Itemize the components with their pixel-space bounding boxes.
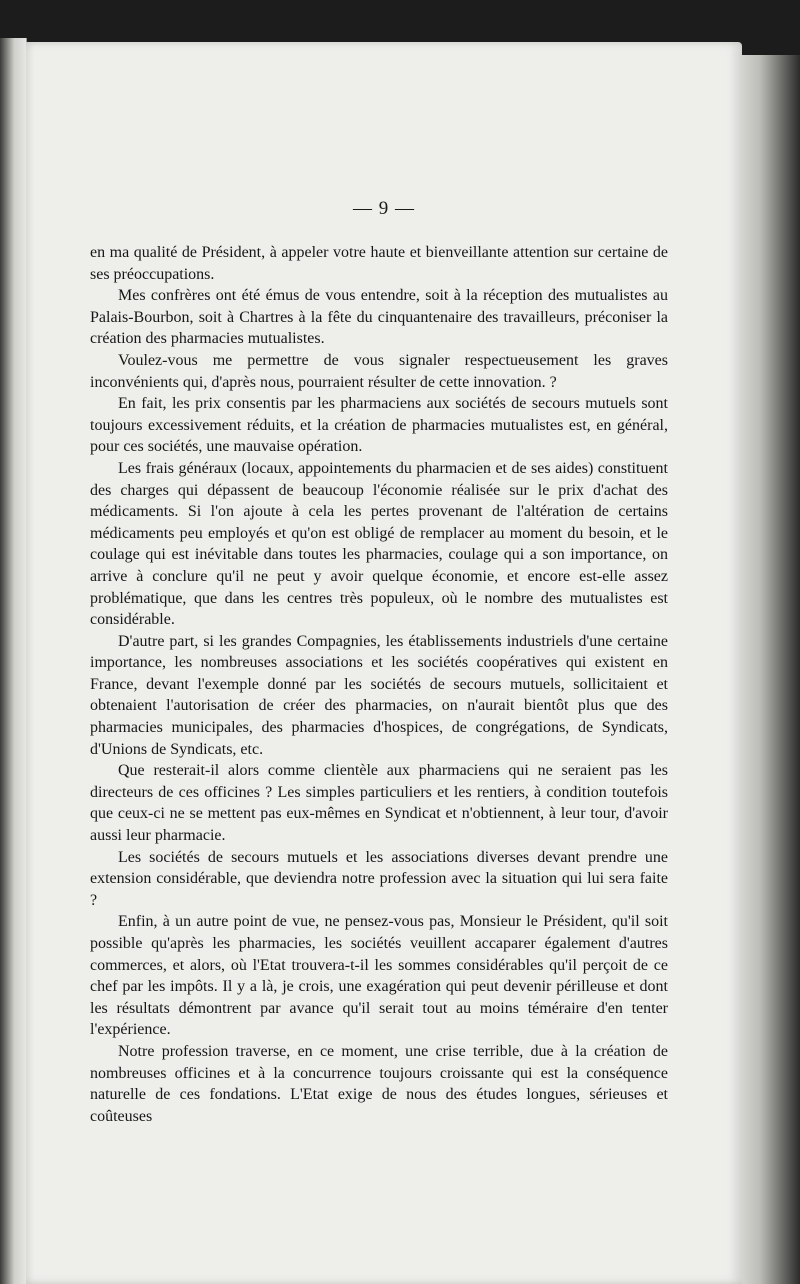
page-number: — 9 — (353, 198, 415, 219)
paragraph: Voulez-vous me permettre de vous signaler respectueusement les graves inconvénients qui, d'après nous, pourraient résulter de cette innovation. ? (90, 351, 668, 391)
page-body-text (90, 242, 668, 1127)
paragraph: Notre profession traverse, en ce moment, une crise terrible, due à la création de nombreuses officines et à la concurrence toujours croissante qui est la conséquence naturelle de ces fondations. L'Etat exige de nous des études longues, sérieuses et coûteuses (90, 1042, 668, 1125)
paragraph: Que resterait-il alors comme clientèle aux pharmaciens qui ne seraient pas les directeurs de ces officines ? Les simples particuliers et les rentiers, à condition toutefois que ceux-ci ne se mettent pas eux-mêmes en Syndicat et n'obtiennent, à leur tour, d'avoir aussi leur pharmacie. (90, 762, 668, 845)
paragraph: en ma qualité de Président, à appeler votre haute et bienveillante attention sur certaine de ses préoccupations. (90, 244, 668, 283)
paragraph: En fait, les prix consentis par les pharmaciens aux sociétés de secours mutuels sont toujours excessivement réduits, et la création de pharmacies mutualistes est, en général, pour ces sociétés, une mauvaise opération. (90, 395, 668, 456)
paragraph: Les frais généraux (locaux, appointements du pharmacien et de ses aides) constituent des charges qui dépassent de beaucoup l'économie réalisée sur le prix d'achat des médicaments. Si l'on ajoute à cela les pertes provenant de l'altération de certains médicaments peu employés et qu'on est obligé de remplacer au moment du besoin, et le coulage qui est inévitable dans toutes les pharmacies, coulage qui a son importance, on arrive à conclure qu'il ne peut y avoir quelque économie, et encore est-elle assez problématique, que dans les centres très populeux, où le nombre des mutualistes est considérable. (90, 459, 668, 629)
left-page-edge (0, 38, 27, 1284)
right-page-edge (738, 55, 800, 1284)
paragraph: Enfin, à un autre point de vue, ne pensez-vous pas, Monsieur le Président, qu'il soit possible qu'après les pharmacies, les sociétés veuillent accaparer également d'autres commerces, et alors, où l'Etat trouvera-t-il les sommes considérables qu'il perçoit de ce chef par les impôts. Il y a là, je crois, une exagération qui peut devenir périlleuse et dont les résultats démontrent par avance qu'il serait tout au moins téméraire d'en tenter l'expérience. (90, 913, 668, 1039)
paragraph: D'autre part, si les grandes Compagnies, les établissements industriels d'une certaine importance, les nombreuses associations et les sociétés coopératives qui existent en France, devant l'exemple donné par les sociétés de secours mutuels, sollicitaient et obtenaient l'autorisation de créer des pharmacies, on n'aurait bientôt plus que des pharmacies municipales, des pharmacies d'hospices, de congrégations, de Syndicats, d'Unions de Syndicats, etc. (90, 632, 668, 758)
paragraph: Mes confrères ont été émus de vous entendre, soit à la réception des mutualistes au Palais-Bourbon, soit à Chartres à la fête du cinquantenaire des travailleurs, préconiser la création des pharmacies mutualistes. (90, 287, 668, 348)
paragraph: Les sociétés de secours mutuels et les associations diverses devant prendre une extension considérable, que deviendra notre profession avec la situation qui lui sera faite ? (90, 848, 668, 909)
book-page (26, 42, 742, 1284)
